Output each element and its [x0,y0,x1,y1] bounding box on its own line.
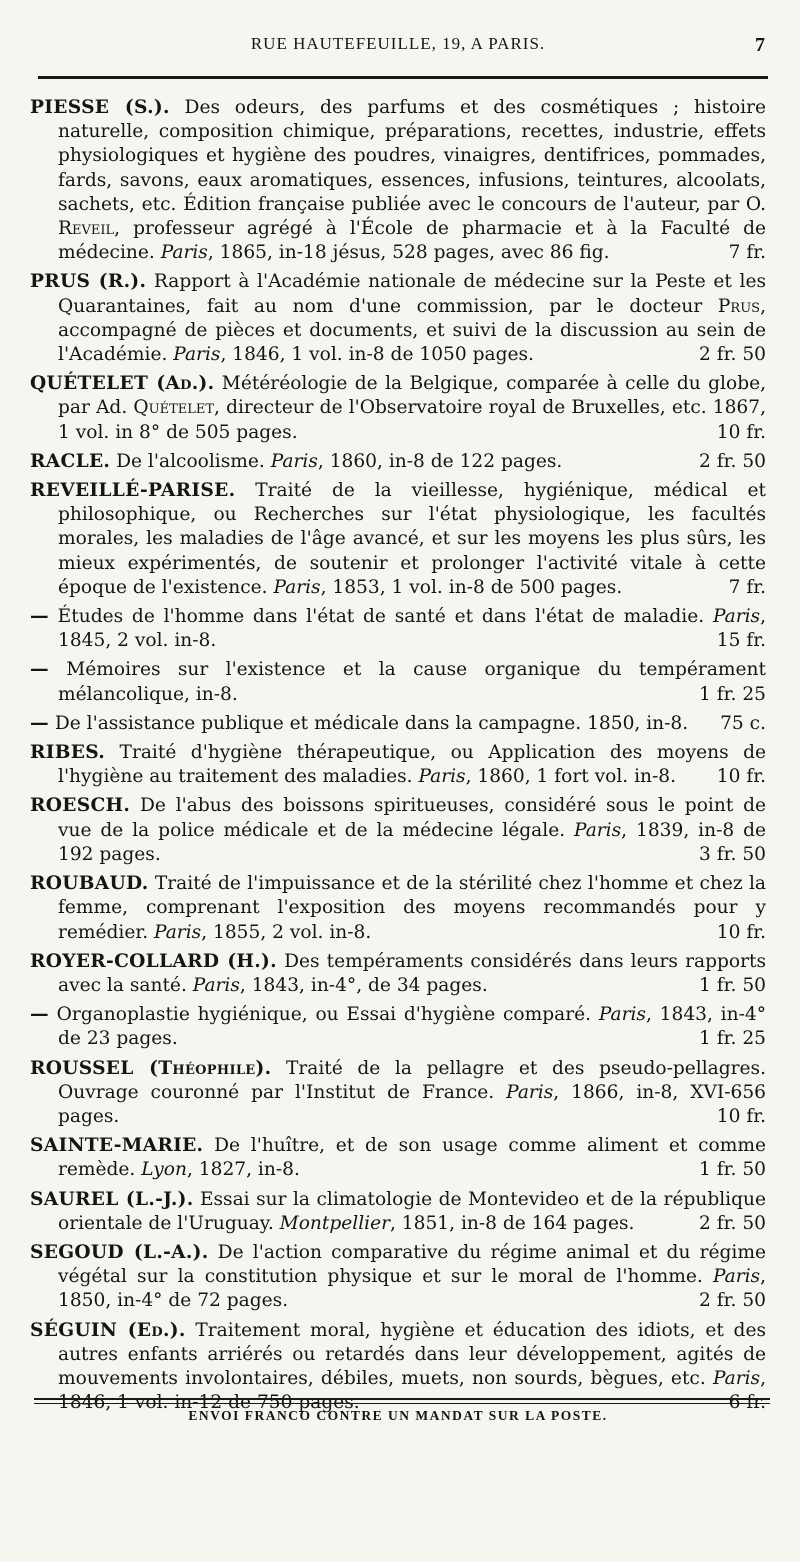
entry-author: — [30,712,49,734]
entry-author: REVEILLÉ-PARISE. [30,480,236,502]
catalogue-entry [30,450,766,474]
entry-text: Essai sur la climatologie de Montevideo et de la république orientale de l'Uruguay. [58,1188,766,1234]
entry-publication: , 1846, 1 vol. in-12 de 750 pages. [58,1367,766,1414]
entry-text: Traité de l'impuissance et de la stérilité chez l'homme et chez la femme, comprenant l'exposition des moyens recommandés pour y remédier. [58,873,766,943]
entry-place: Paris [712,606,761,628]
entry-text: Traitement moral, hygiène et éducation des idiots, et des autres enfants arriérés ou retardés dans leur développement, agités de mouvements involontaires, débiles, muets, non sourds, bègues, etc. [58,1319,767,1389]
running-head [30,34,766,58]
page-number: 7 [755,34,766,56]
entry-text: Rapport à l'Académie nationale de médecine sur la Peste et les Quarantaines, fait au nom d'une commission, par le docteur [58,271,766,317]
entry-author-name: Prus [717,295,761,317]
entry-publication: , 1860, 1 fort vol. in-8. [465,766,677,788]
entry-publication: , 1865, in-18 jésus, 528 pages, avec 86 fig. [207,242,610,264]
entry-publication: , 1855, 2 vol. in-8. [201,921,372,943]
entry-text: De l'action comparative du régime animal et du régime végétal sur la constitution physique et sur le moral de l'homme. [58,1241,766,1288]
entry-price: 7 fr. [728,576,766,598]
entry-author: SEGOUD (L.-A.). [30,1241,209,1263]
footer-notice: ENVOI FRANCO CONTRE UN MANDAT SUR LA POSTE. [188,1408,608,1423]
entry-publication: , 1851, in-8 de 164 pages. [389,1212,635,1234]
entry-price: 2 fr. 50 [699,450,766,472]
entry-price: 10 fr. [716,766,766,788]
entry-text: De l'assistance publique et médicale dans la campagne. 1850, in-8. [48,712,689,734]
entry-author: — [30,606,49,628]
catalogue-entry [30,1241,766,1314]
catalogue-entry [30,950,766,998]
catalogue-entry [30,1003,766,1051]
entry-author: PIESSE (S.). [30,97,170,118]
catalogue-entry [30,712,766,736]
entry-author: ROYER-COLLARD (H.). [30,950,277,972]
entry-author: QUÉTELET (Ad.). [30,373,215,395]
entry-price: 7 fr. [728,242,766,264]
entry-publication: , 1860, in-8 de 122 pages. [317,450,563,472]
running-head-title: RUE HAUTEFEUILLE, 19, A PARIS. [250,34,546,53]
catalogue-entry [30,605,766,653]
bottom-rule [34,1398,770,1400]
entry-place: Paris [598,1004,646,1026]
entry-author-name: Reveil [58,218,115,240]
entry-text: Météréologie de la Belgique, comparée à celle du globe, par Ad. [58,373,767,419]
entry-text: Traité d'hygiène thérapeutique, ou Application des moyens de l'hygiène au traitement des maladies. [58,742,766,788]
entry-price: 10 fr. [716,421,766,443]
entry-text: Mémoires sur l'existence et la cause organique du tempérament mélancolique, in-8. [48,659,766,705]
entry-price: 10 fr. [716,1105,766,1127]
catalogue-entry [30,1188,766,1236]
catalogue-entry [30,372,766,445]
entry-place: Paris [273,576,321,598]
entry-text: De l'abus des boissons spiritueuses, considéré sous le point de vue de la police médicale et de la médecine légale. [58,795,766,841]
bottom-rule-thin [34,1403,770,1404]
catalogue-entry [30,741,766,789]
entry-price: 2 fr. 50 [699,1212,766,1234]
entry-price: 3 fr. 50 [699,843,766,865]
entry-price: 1 fr. 50 [699,1159,766,1181]
entry-text-continued: , directeur de l'Observatoire royal de Bruxelles, etc. 1867, 1 vol. in 8° de 505 pages. [58,397,766,443]
entry-text: Des tempéraments considérés dans leurs rapports avec la santé. [58,950,766,996]
entry-price: 2 fr. 50 [699,1290,766,1312]
entry-place: Paris [173,344,221,366]
entry-publication: , 1827, in-8. [186,1159,300,1181]
entry-place: Paris [160,242,208,264]
entry-place: Paris [418,766,466,788]
entry-price: 6 fr. [728,1392,766,1414]
entry-author: RIBES. [30,742,106,764]
catalogue-entry [30,1319,766,1416]
entry-price: 75 c. [720,712,766,734]
entry-author: ROESCH. [30,795,131,817]
entry-price: 10 fr. [716,921,766,943]
entry-text: Études de l'homme dans l'état de santé et dans l'état de maladie. [48,606,713,628]
entry-place: Paris [270,450,318,472]
entry-publication: , 1866, in-8, XVI-656 pages. [58,1081,766,1127]
catalogue-entry [30,270,766,367]
entry-text-continued: , professeur agrégé à l'École de pharmacie et à la Faculté de médecine. [58,218,766,264]
entry-publication: , 1845, 2 vol. in-8. [58,606,766,652]
entry-text: De l'huître, et de son usage comme aliment et comme remède. [58,1135,766,1181]
entry-text: Traité de la pellagre et des pseudo-pellagres. Ouvrage couronné par l'Institut de France. [58,1057,766,1103]
entry-text: Traité de la vieillesse, hygiénique, médical et philosophique, ou Recherches sur l'état physiologique, les facultés morales, les maladies de l'âge avancé, et sur les moyens les plus sûrs, les mieux expérimentés, de soutenir et prolonger l'activité vitale à cette époque de l'existence. [58,480,766,598]
entry-publication: , 1850, in-4° de 72 pages. [58,1266,766,1312]
entry-author: — [30,659,49,681]
catalogue-page [30,0,766,1562]
entry-publication: , 1843, in-4° de 23 pages. [58,1004,767,1050]
entry-author: ROUBAUD. [30,873,149,895]
catalogue-entry [30,96,766,265]
entry-author: ROUSSEL (Théophile). [30,1057,272,1079]
entry-place: Paris [574,819,622,841]
entry-author: SAUREL (L.-J.). [30,1188,194,1210]
entry-author: PRUS (R.). [30,271,147,293]
entry-text: Organoplastie hygiénique, ou Essai d'hygiène comparé. [48,1004,599,1026]
entry-publication: , 1843, in-4°, de 34 pages. [239,974,488,996]
catalogue-entry [30,794,766,867]
entry-price: 1 fr. 25 [699,1028,766,1050]
entry-price: 1 fr. 50 [699,974,766,996]
catalogue-entry [30,479,766,600]
entry-place: Paris [506,1081,554,1103]
entry-author: SAINTE-MARIE. [30,1135,204,1157]
entry-text: De l'alcoolisme. [110,450,271,472]
entry-author: — [30,1004,49,1026]
entry-place: Montpellier [279,1212,390,1234]
entry-author: SÉGUIN (Ed.). [30,1319,186,1341]
entry-place: Lyon [141,1159,187,1181]
entry-place: Paris [192,974,240,996]
entry-publication: , 1846, 1 vol. in-8 de 1050 pages. [220,344,534,366]
entry-author-name: Quételet [133,397,215,419]
catalogue-entry [30,1057,766,1130]
catalogue-entry [30,872,766,945]
entry-publication: , 1839, in-8 de 192 pages. [58,819,767,865]
entry-place: Paris [154,921,202,943]
entry-place: Paris [712,1367,761,1389]
entry-list [30,96,766,1420]
entry-price: 15 fr. [716,630,766,652]
entry-author: RACLE. [30,450,111,472]
entry-text: Des odeurs, des parfums et des cosmétiques ; histoire naturelle, composition chimique, préparations, recettes, industrie, effets physiologiques et hygiène des poudres, vinaigres, dentifrices, pommades, fards, savons, eaux aromatiques, essences, infusions, teintures, alcoolats, sachets, etc. Édition française publiée avec le concours de l'auteur, par O. [58,97,766,215]
entry-place: Paris [712,1266,761,1288]
entry-price: 1 fr. 25 [699,683,766,705]
catalogue-entry [30,1134,766,1182]
catalogue-entry [30,658,766,706]
entry-text-continued: , accompagné de pièces et documents, et suivi de la discussion au sein de l'Académie. [58,295,766,366]
entry-publication: , 1853, 1 vol. in-8 de 500 pages. [320,576,623,598]
top-rule [38,76,768,79]
entry-price: 2 fr. 50 [699,344,766,366]
